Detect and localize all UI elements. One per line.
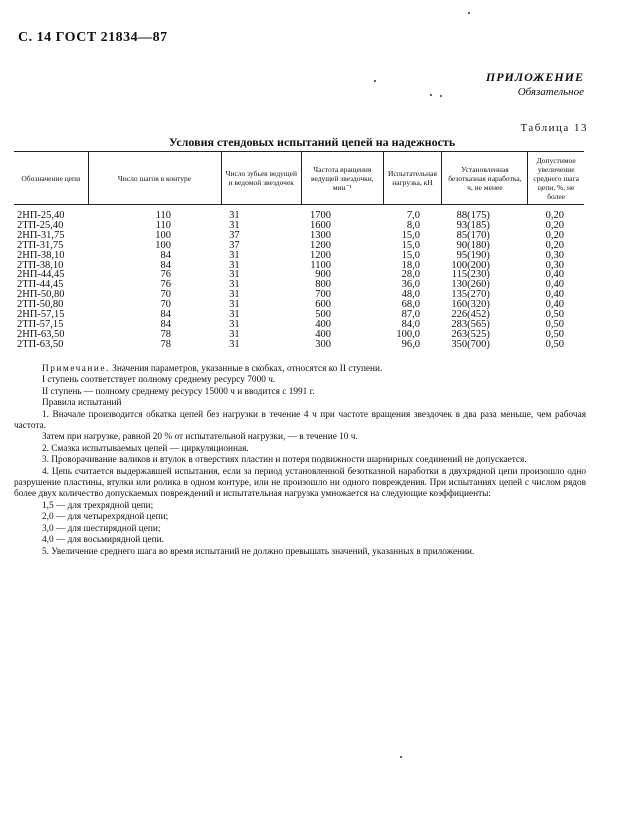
table-cell: 31 — [229, 219, 240, 231]
table-cell: 84 — [160, 309, 171, 321]
table-cell: 0,40 — [545, 289, 564, 301]
table-cell: 31 — [229, 259, 240, 271]
note-paragraph — [14, 364, 586, 375]
table-cell: 0,30 — [545, 249, 564, 261]
rule-3: 3. Проворачивание валиков и втулок в отверстиях пластин и потеря подвижности шарнирных соединений не допускается. — [42, 455, 527, 466]
table-row — [14, 205, 584, 221]
table-row — [14, 320, 584, 330]
table-cell: 110 — [155, 219, 171, 231]
table-cell: 2НП-31,75 — [17, 229, 65, 241]
scan-speck — [440, 95, 442, 97]
test-conditions-table — [14, 151, 584, 350]
table-cell: 2ТП-63,50 — [17, 338, 64, 350]
column-header: Установленная безотказная наработка, ч, не менее — [442, 152, 528, 205]
table-cell: 500 — [315, 309, 332, 321]
table-cell: 0,50 — [545, 338, 564, 350]
table-cell: 31 — [229, 289, 240, 301]
table-cell: 31 — [229, 269, 240, 281]
table-cell: 31 — [229, 328, 240, 340]
table-title: Условия стендовых испытаний цепей на надежность — [168, 135, 456, 149]
table-cell: 263(525) — [451, 328, 490, 340]
table-row — [14, 241, 584, 251]
table-cell: 2НП-63,50 — [17, 328, 65, 340]
table-cell: 400 — [315, 328, 332, 340]
table-number: Таблица 13 — [520, 122, 588, 134]
note-text: Значения параметров, указанные в скобках, относятся ко II ступени. — [112, 364, 383, 374]
table-cell: 2ТП-44,45 — [17, 279, 64, 291]
table-cell: 1100 — [310, 259, 332, 271]
rule-2: 2. Смазка испытываемых цепей — циркуляционная. — [42, 443, 249, 454]
table-cell: 0,40 — [545, 269, 564, 281]
table-cell: 0,20 — [545, 239, 564, 251]
table-cell: 2ТП-38,10 — [17, 259, 64, 271]
table-cell: 7,0 — [406, 210, 420, 221]
rule-1: 1. Вначале производится обкатка цепей без нагрузки в течение 4 ч при частоте вращения звездочек в два раза меньше, чем рабочая частота. — [14, 409, 586, 432]
table-cell: 2НП-50,80 — [17, 289, 65, 301]
table-cell: 8,0 — [406, 219, 420, 231]
appendix-title: ПРИЛОЖЕНИЕ — [485, 70, 584, 84]
table-row — [14, 251, 584, 261]
table-cell: 0,50 — [545, 318, 564, 330]
coefficient-3: 3,0 — для шестирядной цепи; — [42, 523, 161, 534]
table-cell: 1700 — [310, 210, 332, 221]
table-cell: 68,0 — [401, 299, 420, 311]
table-cell: 130(260) — [451, 279, 490, 291]
table-cell: 37 — [229, 229, 240, 241]
column-header: Частота вращения ведущей звездочки, мин⁻¹ — [302, 152, 383, 205]
table-cell: 15,0 — [401, 239, 420, 251]
table-cell: 93(185) — [456, 219, 490, 231]
table-cell: 135(270) — [451, 289, 490, 301]
table-row — [14, 290, 584, 300]
table-cell: 2ТП-50,80 — [17, 299, 64, 311]
table-cell: 0,20 — [545, 229, 564, 241]
appendix-subtitle: Обязательное — [517, 86, 584, 98]
table-cell: 84 — [160, 318, 171, 330]
column-header: Обозначение цепи — [14, 152, 88, 205]
table-cell: 1200 — [310, 249, 332, 261]
table-cell: 1200 — [310, 239, 332, 251]
table-cell: 0,20 — [545, 210, 564, 221]
table-cell: 2ТП-25,40 — [17, 219, 64, 231]
table-row — [14, 280, 584, 290]
table-cell: 1600 — [310, 219, 332, 231]
scan-speck — [430, 94, 432, 96]
column-header: Испытательная нагрузка, кН — [383, 152, 442, 205]
table-cell: 15,0 — [401, 229, 420, 241]
coefficient-2: 2,0 — для четырехрядной цепи; — [42, 512, 169, 523]
table-cell: 88(175) — [456, 210, 490, 221]
table-cell: 84 — [160, 249, 171, 261]
table-cell: 2НП-44,45 — [17, 269, 65, 281]
column-header: Число зубьев ведущей и ведомой звездочек — [221, 152, 302, 205]
table-row — [14, 261, 584, 271]
note-label: Примечание. — [42, 364, 110, 374]
table-cell: 100,0 — [396, 328, 420, 340]
table-cell: 2ТП-57,15 — [17, 318, 64, 330]
coefficient-1: 1,5 — для трехрядной цепи; — [42, 500, 154, 511]
table-cell: 76 — [160, 279, 171, 291]
rules-title: Правила испытаний — [42, 398, 122, 409]
table-row — [14, 310, 584, 320]
table-cell: 226(452) — [451, 309, 490, 321]
stage-1-text: I ступень соответствует полному среднему ресурсу 7000 ч. — [42, 375, 276, 386]
table-cell: 84,0 — [401, 318, 420, 330]
table-cell: 31 — [229, 249, 240, 261]
table-cell: 350(700) — [451, 338, 490, 350]
table-cell: 31 — [229, 279, 240, 291]
table-row — [14, 221, 584, 231]
table-cell: 160(320) — [451, 299, 490, 311]
stage-2-text: II ступень — полному среднему ресурсу 15000 ч и вводится с 1991 г. — [42, 386, 315, 397]
table-row — [14, 330, 584, 340]
table-cell: 100 — [155, 239, 171, 251]
table-cell: 87,0 — [401, 309, 420, 321]
table-cell: 70 — [160, 299, 171, 311]
column-header: Допустимое увеличение среднего шага цепи, %, не более — [528, 152, 584, 205]
table-cell: 100(200) — [451, 259, 490, 271]
table-cell: 800 — [315, 279, 332, 291]
table-cell: 600 — [315, 299, 332, 311]
notes-section — [14, 364, 586, 558]
table-cell: 84 — [160, 259, 171, 271]
table-cell: 2НП-38,10 — [17, 249, 65, 261]
table-cell: 31 — [229, 318, 240, 330]
table-cell: 76 — [160, 269, 171, 281]
table-cell: 283(565) — [451, 318, 490, 330]
table-cell: 0,50 — [545, 309, 564, 321]
table-cell: 900 — [315, 269, 332, 281]
table-cell: 15,0 — [401, 249, 420, 261]
table-cell: 85(170) — [456, 229, 490, 241]
table-cell: 31 — [229, 210, 240, 221]
table-cell: 18,0 — [401, 259, 420, 271]
scan-speck — [374, 80, 376, 82]
scan-speck — [468, 12, 470, 14]
table-header-row — [14, 152, 584, 205]
table-cell: 700 — [315, 289, 332, 301]
table-cell: 1300 — [310, 229, 332, 241]
table-row — [14, 270, 584, 280]
table-cell: 0,50 — [545, 328, 564, 340]
column-header: Число шагов в контуре — [88, 152, 221, 205]
table-row — [14, 231, 584, 241]
table-cell: 110 — [155, 210, 171, 221]
table-cell: 48,0 — [401, 289, 420, 301]
table-cell: 70 — [160, 289, 171, 301]
table-row — [14, 340, 584, 350]
coefficient-4: 4,0 — для восьмирядной цепи. — [42, 535, 164, 546]
table-cell: 78 — [160, 338, 171, 350]
table-cell: 31 — [229, 309, 240, 321]
table-cell: 78 — [160, 328, 171, 340]
table-cell: 300 — [315, 338, 332, 350]
table-cell: 2НП-57,15 — [17, 309, 65, 321]
table-cell: 0,30 — [545, 259, 564, 271]
table-cell: 115(230) — [451, 269, 490, 281]
table-cell: 31 — [229, 338, 240, 350]
table-cell: 400 — [315, 318, 332, 330]
table-cell: 2ТП-31,75 — [17, 239, 64, 251]
table-cell: 0,40 — [545, 299, 564, 311]
rule-4: 4. Цепь считается выдержавшей испытания, если за период установленной безотказной наработки в двухрядной цепи произошло одно разрушение пластины, втулки или ролика в одном контуре, или не произошло ни одного повреждения. При испытаниях цепей с числом рядов более двух количество допускаемых повреждений и испытательная нагрузка умножается на следующие коэффициенты: — [14, 466, 586, 500]
table-cell: 31 — [229, 299, 240, 311]
table-row — [14, 300, 584, 310]
scan-speck — [400, 756, 402, 758]
table-cell: 36,0 — [401, 279, 420, 291]
table-cell: 37 — [229, 239, 240, 251]
table-cell: 0,20 — [545, 219, 564, 231]
table-cell: 90(180) — [456, 239, 490, 251]
table-cell: 28,0 — [401, 269, 420, 281]
table-cell: 2НП-25,40 — [17, 210, 65, 221]
rule-5: 5. Увеличение среднего шага во время испытаний не должно превышать значений, указанных в приложении. — [42, 546, 475, 557]
rule-1b: Затем при нагрузке, равной 20 % от испытательной нагрузки, — в течение 10 ч. — [42, 432, 358, 443]
table-cell: 96,0 — [401, 338, 420, 350]
page-header: С. 14 ГОСТ 21834—87 — [18, 30, 168, 45]
table-cell: 0,40 — [545, 279, 564, 291]
table-body — [14, 205, 584, 350]
table-cell: 95(190) — [456, 249, 490, 261]
table-cell: 100 — [155, 229, 171, 241]
